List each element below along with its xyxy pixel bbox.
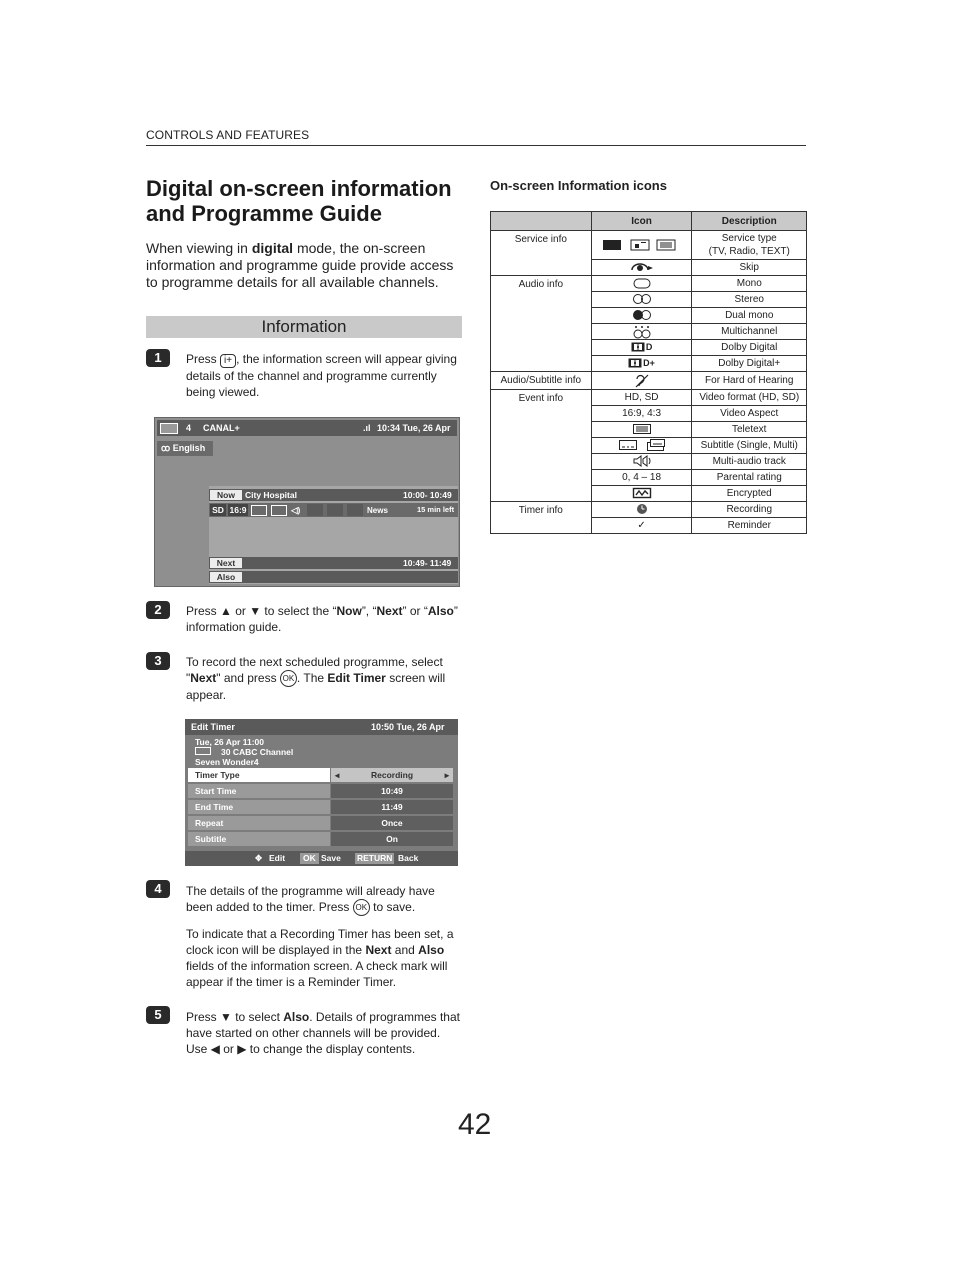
mono-icon <box>591 276 692 292</box>
step-1-post: , the information screen will appear giving details of the channel and programme currently being viewed. <box>186 352 457 399</box>
news-genre: News <box>367 506 388 515</box>
programme-info-box <box>209 486 458 584</box>
icons-table-title: On-screen Information icons <box>490 178 667 193</box>
step-2-c: ” or “ <box>402 604 428 618</box>
arrow-left-icon[interactable]: ◂ <box>335 770 340 780</box>
teletext-icon <box>251 505 267 516</box>
timer-type-label: Timer Type <box>188 768 330 782</box>
desc-reminder: Reminder <box>692 518 807 534</box>
step-3-c: . The <box>296 671 328 685</box>
step-2-also: Also <box>427 604 454 618</box>
tv-service-icon <box>160 423 178 434</box>
step-2-d: ” information guide. <box>186 604 458 634</box>
next-time: 10:49- 11:49 <box>403 558 452 568</box>
service-type-icons <box>591 231 692 260</box>
info-screen <box>154 417 460 587</box>
dpad-icon: ✥ <box>255 853 263 863</box>
end-time-row[interactable] <box>188 800 453 814</box>
step-4-b: to save. <box>373 900 416 914</box>
skip-icon <box>591 260 692 276</box>
remaining-time: 15 min left <box>417 505 455 514</box>
step-number-5: 5 <box>146 1006 170 1024</box>
tv-icon <box>603 240 621 250</box>
info-key-icon: i+ <box>220 354 236 368</box>
step-number-4: 4 <box>146 880 170 898</box>
ok-key-icon: OK <box>280 670 297 687</box>
step-4-paragraph-2 <box>186 926 462 990</box>
header-rule <box>146 145 806 146</box>
dolby-digital-icon <box>591 340 692 356</box>
subtitle-icon <box>271 505 287 516</box>
step-4-p2-b: and <box>391 943 419 957</box>
step-5-a: Press ▼ to select <box>186 1010 284 1024</box>
repeat-value[interactable]: Once <box>331 816 453 830</box>
table-row <box>491 276 807 292</box>
step-3-b: " and press <box>216 671 277 685</box>
start-time-row[interactable] <box>188 784 453 798</box>
edit-timer-screen <box>185 719 458 866</box>
empty-slot-icon <box>307 504 323 516</box>
dolby-d-label: D <box>645 342 653 352</box>
intro-paragraph <box>146 240 464 291</box>
desc-multichannel: Multichannel <box>692 324 807 340</box>
multi-audio-icon <box>591 454 692 470</box>
edit-hint: Edit <box>269 853 286 863</box>
channel-number: 4 <box>186 423 192 433</box>
timer-type-value[interactable] <box>331 768 453 782</box>
step-number-2: 2 <box>146 601 170 619</box>
return-key-badge: RETURN <box>357 853 393 863</box>
desc-dual-mono: Dual mono <box>692 308 807 324</box>
step-4-text <box>186 883 462 916</box>
step-5-b: . Details of programmes that have started on other channels will be provided. Use ◀ or ▶ to change the display contents. <box>186 1010 460 1056</box>
table-row <box>491 390 807 406</box>
step-4-p2-a: To indicate that a Recording Timer has been set, a clock icon will be displayed in the <box>186 927 454 957</box>
aspect-badge: 16:9 <box>229 505 247 515</box>
subtitle-icons <box>591 438 692 454</box>
step-4-p2-c: fields of the information screen. A check mark will appear if the timer is a Reminder Timer. <box>186 959 448 989</box>
next-label: Next <box>210 558 242 568</box>
step-2-now: Now <box>336 604 362 618</box>
now-time: 10:00- 10:49 <box>403 490 452 500</box>
subtitle-value[interactable]: On <box>331 832 453 846</box>
dolby-digital-plus-icon <box>591 356 692 372</box>
edit-timer-footer <box>185 851 458 866</box>
signal-icon: .ıl <box>363 423 371 433</box>
programme-name: Seven Wonder4 <box>195 757 259 767</box>
video-aspect-value: 16:9, 4:3 <box>591 406 692 422</box>
intro-post: mode, the on-screen information and programme guide provide access to programme details for all available channels. <box>146 240 454 290</box>
step-3-a: To record the next scheduled programme, select " <box>186 655 443 685</box>
intro-pre: When viewing in <box>146 240 252 256</box>
stereo-icon: ꝏ <box>161 443 171 453</box>
check-icon: ✓ <box>591 518 692 534</box>
step-1-pre: Press <box>186 352 217 366</box>
teletext-icon <box>591 422 692 438</box>
now-label: Now <box>210 490 242 500</box>
edit-timer-datetime: 10:50 Tue, 26 Apr <box>371 722 445 732</box>
table-row <box>491 372 807 390</box>
intro-bold: digital <box>251 240 294 256</box>
step-5-also: Also <box>283 1010 310 1024</box>
service-type-icon-group <box>600 239 684 251</box>
back-hint: Back <box>398 853 419 863</box>
desc-teletext: Teletext <box>692 422 807 438</box>
channel-name: CANAL+ <box>203 423 240 433</box>
page-number: 42 <box>458 1108 492 1141</box>
step-5-text <box>186 1009 462 1057</box>
step-3-d: screen will appear. <box>186 671 446 703</box>
table-row <box>491 231 807 260</box>
arrow-right-icon[interactable]: ▸ <box>444 770 449 780</box>
table-row <box>491 502 807 518</box>
table-header-row <box>491 212 807 231</box>
edit-timer-title-bar <box>185 719 458 735</box>
save-hint: Save <box>321 853 341 863</box>
desc-stereo: Stereo <box>692 292 807 308</box>
desc-recording: Recording <box>692 502 807 518</box>
edit-timer-title: Edit Timer <box>191 722 235 732</box>
info-datetime: 10:34 Tue, 26 Apr <box>377 423 451 433</box>
radio-icon <box>631 240 649 250</box>
category-audio-info: Audio info <box>491 276 592 372</box>
step-4-p2-also: Also <box>418 943 445 957</box>
ok-key-badge: OK <box>300 853 319 864</box>
also-row[interactable] <box>209 571 458 583</box>
dual-mono-icon <box>591 308 692 324</box>
programme-details <box>195 737 293 767</box>
category-service-info: Service info <box>491 231 592 276</box>
desc-video-aspect: Video Aspect <box>692 406 807 422</box>
desc-skip: Skip <box>692 260 807 276</box>
desc-parental-rating: Parental rating <box>692 470 807 486</box>
programme-channel: 30 CABC Channel <box>221 747 294 757</box>
header-blank <box>491 212 592 231</box>
programme-channel-line <box>195 747 293 757</box>
info-top-bar <box>157 420 457 436</box>
timer-type-row[interactable] <box>188 768 453 782</box>
desc-multi-audio: Multi-audio track <box>692 454 807 470</box>
icons-table <box>490 211 807 534</box>
subtitle-label: Subtitle <box>188 832 330 846</box>
timer-type-text: Recording <box>370 770 414 780</box>
step-4-p2-next: Next <box>365 943 392 957</box>
start-time-label: Start Time <box>188 784 330 798</box>
step-2-a: Press ▲ or ▼ to select the “ <box>186 604 337 618</box>
subtitle-row[interactable] <box>188 832 453 846</box>
step-3-edit-timer: Edit Timer <box>327 671 386 685</box>
step-1-text <box>186 351 462 400</box>
step-2-b: ”, “ <box>361 604 377 618</box>
audio-language-chip <box>157 441 213 456</box>
repeat-row[interactable] <box>188 816 453 830</box>
desc-hard-of-hearing: For Hard of Hearing <box>692 372 807 390</box>
step-number-1: 1 <box>146 349 170 367</box>
step-3-text <box>186 654 462 703</box>
category-event-info: Event info <box>491 390 592 502</box>
page-title: Digital on-screen information and Programme Guide <box>146 176 452 226</box>
end-time-label: End Time <box>188 800 330 814</box>
repeat-label: Repeat <box>188 816 330 830</box>
ok-key-icon: OK <box>353 899 370 916</box>
step-4-a: The details of the programme will already have been added to the timer. Press <box>186 884 435 914</box>
now-title: City Hospital <box>245 490 297 500</box>
desc-dolby-digital: Dolby Digital <box>692 340 807 356</box>
header-icon: Icon <box>591 212 692 231</box>
stereo-icon <box>591 292 692 308</box>
parental-rating-value: 0, 4 – 18 <box>591 470 692 486</box>
next-row[interactable] <box>209 557 458 569</box>
now-row[interactable] <box>209 489 458 501</box>
step-2-next: Next <box>376 604 403 618</box>
desc-video-format: Video format (HD, SD) <box>692 390 807 406</box>
recording-clock-icon <box>591 502 692 518</box>
empty-slot-icon <box>327 504 343 516</box>
category-timer-info: Timer info <box>491 502 592 534</box>
section-header: CONTROLS AND FEATURES <box>146 128 310 142</box>
tv-service-icon <box>195 747 211 755</box>
start-time-value[interactable]: 10:49 <box>331 784 453 798</box>
desc-dolby-digital-plus: Dolby Digital+ <box>692 356 807 372</box>
multi-audio-icon: ◁) <box>291 505 301 515</box>
desc-encrypted: Encrypted <box>692 486 807 502</box>
desc-subtitle: Subtitle (Single, Multi) <box>692 438 807 454</box>
desc-service-type: Service type (TV, Radio, TEXT) <box>692 231 807 260</box>
audio-language: English <box>172 443 206 453</box>
skip-icon-svg <box>629 261 655 273</box>
step-number-3: 3 <box>146 652 170 670</box>
empty-slot-icon <box>347 504 363 516</box>
step-3-next: Next <box>190 671 217 685</box>
programme-date: Tue, 26 Apr 11:00 <box>195 737 264 747</box>
sd-badge: SD <box>210 504 226 516</box>
hard-of-hearing-icon <box>591 372 692 390</box>
video-format-value: HD, SD <box>591 390 692 406</box>
desc-mono: Mono <box>692 276 807 292</box>
section-heading: Information <box>146 316 462 338</box>
category-audio-subtitle-info: Audio/Subtitle info <box>491 372 592 390</box>
dolby-dplus-label: D+ <box>643 358 655 368</box>
also-label: Also <box>210 572 242 582</box>
encrypted-icon <box>591 486 692 502</box>
end-time-value[interactable]: 11:49 <box>331 800 453 814</box>
multichannel-icon <box>591 324 692 340</box>
badge-row <box>209 503 458 517</box>
header-description: Description <box>692 212 807 231</box>
step-2-text <box>186 603 462 635</box>
